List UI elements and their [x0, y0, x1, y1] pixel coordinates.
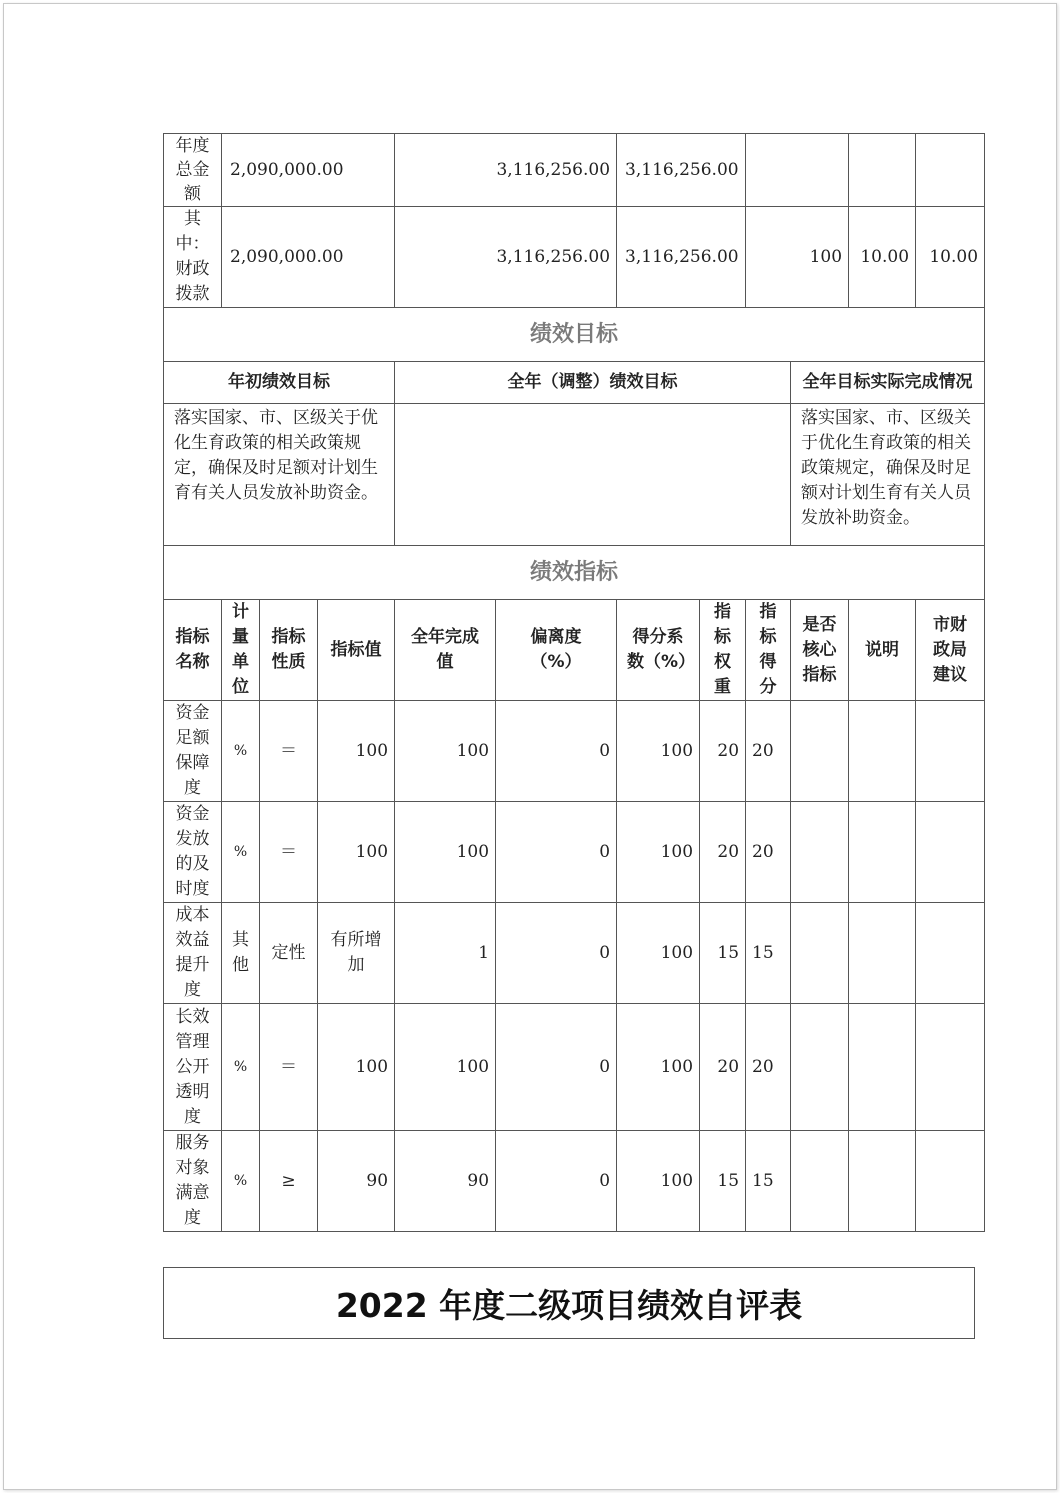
indicator-deviation: 0 — [496, 1004, 617, 1131]
col-header-deviation: 偏离度（%） — [496, 600, 617, 701]
indicator-unit: % — [222, 1131, 260, 1232]
indicator-nature: ＝ — [260, 1004, 318, 1131]
indicator-weight: 20 — [700, 1004, 746, 1131]
indicator-name: 服务对象满意度 — [164, 1131, 222, 1232]
indicator-deviation: 0 — [496, 802, 617, 903]
indicator-name: 成本效益提升度 — [164, 903, 222, 1004]
indicator-target: 100 — [318, 701, 395, 802]
col-header-advice: 市财政局建议 — [916, 600, 985, 701]
table-row — [164, 701, 985, 802]
indicator-score: 20 — [746, 1004, 791, 1131]
goals-header-row — [164, 362, 985, 404]
indicator-core — [791, 701, 849, 802]
indicator-deviation: 0 — [496, 903, 617, 1004]
indicator-core — [791, 1131, 849, 1232]
indicator-weight: 15 — [700, 903, 746, 1004]
budget-value: 3,116,256.00 — [395, 134, 617, 207]
indicator-advice — [916, 802, 985, 903]
indicator-unit: % — [222, 701, 260, 802]
goals-header-actual: 全年目标实际完成情况 — [791, 362, 985, 404]
indicator-deviation: 0 — [496, 701, 617, 802]
indicators-header-row — [164, 600, 985, 701]
col-header-score: 指标得分 — [746, 600, 791, 701]
col-header-coef: 得分系数（%） — [617, 600, 700, 701]
indicator-actual: 100 — [395, 701, 496, 802]
indicator-nature: ＝ — [260, 802, 318, 903]
table-row — [164, 1004, 985, 1131]
indicator-target: 100 — [318, 802, 395, 903]
indicator-advice — [916, 903, 985, 1004]
goal-initial-text: 落实国家、市、区级关于优化生育政策的相关政策规定，确保及时足额对计划生育有关人员发放补助资金。 — [164, 404, 395, 546]
table-row — [164, 903, 985, 1004]
table-row — [164, 802, 985, 903]
indicator-advice — [916, 1004, 985, 1131]
indicator-unit: % — [222, 802, 260, 903]
indicators-section-title: 绩效指标 — [164, 546, 985, 600]
indicator-unit: % — [222, 1004, 260, 1131]
budget-value: 100 — [746, 207, 849, 308]
budget-value — [916, 134, 985, 207]
indicator-advice — [916, 1131, 985, 1232]
indicator-weight: 15 — [700, 1131, 746, 1232]
indicator-target: 有所增加 — [318, 903, 395, 1004]
budget-value — [746, 134, 849, 207]
indicator-score: 15 — [746, 1131, 791, 1232]
indicator-nature: 定性 — [260, 903, 318, 1004]
goals-header-adjusted: 全年（调整）绩效目标 — [395, 362, 791, 404]
indicator-coef: 100 — [617, 1004, 700, 1131]
goals-section-title: 绩效目标 — [164, 308, 985, 362]
indicator-weight: 20 — [700, 802, 746, 903]
indicator-score: 20 — [746, 802, 791, 903]
budget-value: 3,116,256.00 — [617, 134, 746, 207]
performance-table — [163, 133, 985, 1232]
indicator-note — [849, 903, 916, 1004]
indicator-note — [849, 1004, 916, 1131]
budget-value: 10.00 — [849, 207, 916, 308]
indicator-coef: 100 — [617, 802, 700, 903]
indicator-actual: 1 — [395, 903, 496, 1004]
goals-header-initial: 年初绩效目标 — [164, 362, 395, 404]
indicator-core — [791, 1004, 849, 1131]
indicator-weight: 20 — [700, 701, 746, 802]
budget-value: 2,090,000.00 — [222, 134, 395, 207]
budget-value: 3,116,256.00 — [395, 207, 617, 308]
budget-value: 3,116,256.00 — [617, 207, 746, 308]
budget-value: 10.00 — [916, 207, 985, 308]
indicator-core — [791, 903, 849, 1004]
indicator-core — [791, 802, 849, 903]
budget-label: 其中：财政拨款 — [164, 207, 222, 308]
col-header-name: 指标名称 — [164, 600, 222, 701]
budget-row-total — [164, 134, 985, 207]
indicator-coef: 100 — [617, 1131, 700, 1232]
indicator-advice — [916, 701, 985, 802]
col-header-nature: 指标性质 — [260, 600, 318, 701]
indicator-coef: 100 — [617, 701, 700, 802]
indicator-note — [849, 802, 916, 903]
indicator-score: 15 — [746, 903, 791, 1004]
indicators-section-row — [164, 546, 985, 600]
indicator-unit: 其他 — [222, 903, 260, 1004]
indicator-nature: ＝ — [260, 701, 318, 802]
budget-value — [849, 134, 916, 207]
indicator-actual: 100 — [395, 802, 496, 903]
indicator-actual: 100 — [395, 1004, 496, 1131]
col-header-actual: 全年完成值 — [395, 600, 496, 701]
col-header-unit: 计量单位 — [222, 600, 260, 701]
goals-section-row — [164, 308, 985, 362]
indicator-nature: ≥ — [260, 1131, 318, 1232]
next-table-title: 2022 年度二级项目绩效自评表 — [163, 1267, 975, 1339]
indicator-actual: 90 — [395, 1131, 496, 1232]
budget-value: 2,090,000.00 — [222, 207, 395, 308]
indicator-note — [849, 701, 916, 802]
budget-row-fiscal — [164, 207, 985, 308]
indicator-name: 长效管理公开透明度 — [164, 1004, 222, 1131]
indicator-deviation: 0 — [496, 1131, 617, 1232]
indicator-note — [849, 1131, 916, 1232]
indicator-target: 90 — [318, 1131, 395, 1232]
indicator-coef: 100 — [617, 903, 700, 1004]
col-header-note: 说明 — [849, 600, 916, 701]
goal-actual-text: 落实国家、市、区级关于优化生育政策的相关政策规定，确保及时足额对计划生育有关人员发放补助资金。 — [791, 404, 985, 546]
indicator-target: 100 — [318, 1004, 395, 1131]
indicator-score: 20 — [746, 701, 791, 802]
budget-label: 年度总金额 — [164, 134, 222, 207]
col-header-target: 指标值 — [318, 600, 395, 701]
goals-content-row — [164, 404, 985, 546]
goal-adjusted-text — [395, 404, 791, 546]
col-header-weight: 指标权重 — [700, 600, 746, 701]
col-header-core: 是否核心指标 — [791, 600, 849, 701]
indicator-name: 资金发放的及时度 — [164, 802, 222, 903]
table-row — [164, 1131, 985, 1232]
indicator-name: 资金足额保障度 — [164, 701, 222, 802]
